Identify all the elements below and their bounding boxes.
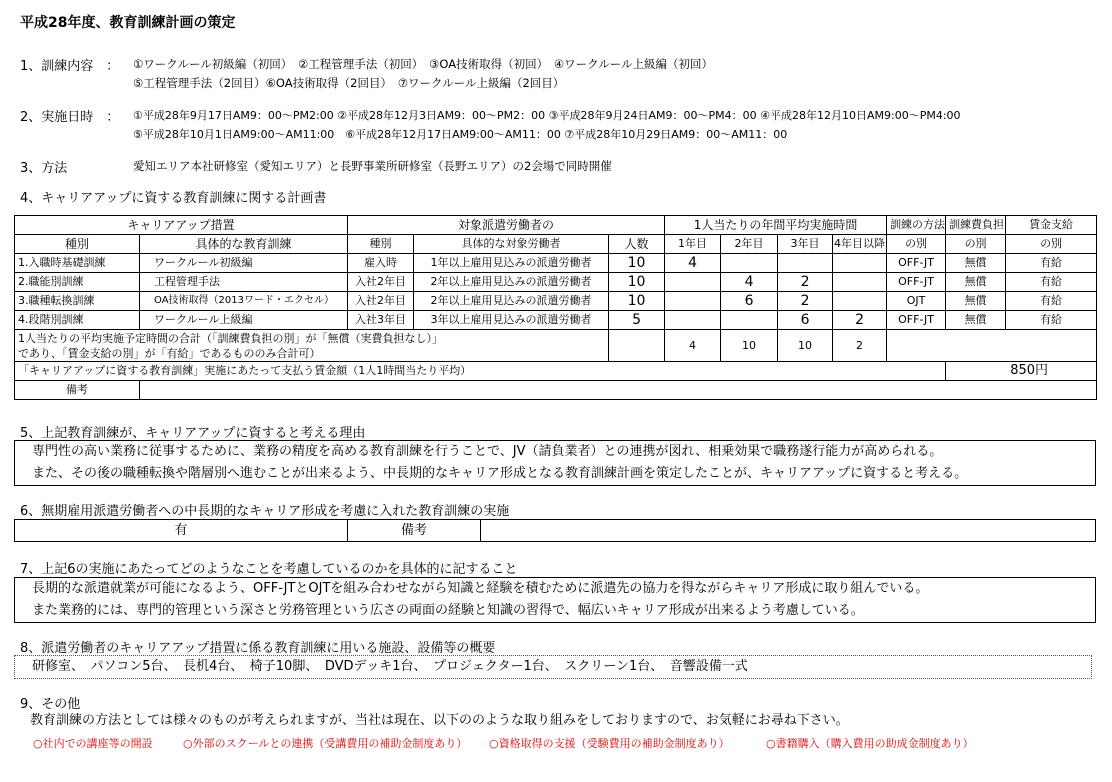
row-pay: 有給 <box>1006 311 1097 330</box>
table-row <box>15 273 1097 292</box>
header-worker-detail: 具体的な対象労働者 <box>414 235 609 254</box>
row-detail: 工程管理手法 <box>140 273 348 292</box>
section2-line2: ⑤平成28年10月1日AM9:00～AM11:00 ⑥平成28年12月17日AM9:00～AM11：00 ⑦平成28年10月29日AM9：00～AM11：00 <box>133 128 788 141</box>
section6-value: 有 <box>15 520 348 541</box>
header-year1: 1年目 <box>665 235 721 254</box>
section3-text: 愛知エリア本社研修室（愛知エリア）と長野事業所研修室（長野エリア）の2会場で同時開催 <box>133 159 612 173</box>
section1-label: 1、訓練内容 ： <box>20 59 120 74</box>
section7-line2: また業務的には、専門的管理という深さと労務管理という広さの両面の経験と知識の習得で、幅広いキャリア形成が出来るよう考慮している。 <box>32 603 864 618</box>
header-career: キャリアアップ措置 <box>15 216 348 235</box>
section6-box <box>14 519 1096 542</box>
section2-label: 2、実施日時 ： <box>20 110 120 125</box>
header-count: 人数 <box>609 235 665 254</box>
table-row <box>15 311 1097 330</box>
total-count-blank <box>609 330 665 362</box>
section7-line1: 長期的な派遣就業が可能になるよう、OFF-JTとOJTを組み合わせながら知識と経験を積むために派遣先の協力を得ながらキャリア形成に取り組んでいる。 <box>32 581 929 596</box>
row-pay: 有給 <box>1006 273 1097 292</box>
row-pay: 有給 <box>1006 254 1097 273</box>
total-year1: 4 <box>665 330 721 362</box>
row-method: OJT <box>887 292 946 311</box>
row-method: OFF-JT <box>887 254 946 273</box>
total-year4: 2 <box>833 330 887 362</box>
total-note-line2: であり、「賃金支給の別」が「有給」であるもののみ合計可） <box>18 347 321 360</box>
row-worker-kind: 入社2年目 <box>348 273 414 292</box>
row-worker-kind: 雇入時 <box>348 254 414 273</box>
remarks-label: 備考 <box>15 381 140 400</box>
row-detail: ワークルール上級編 <box>140 311 348 330</box>
total-note <box>15 330 609 362</box>
row-year3: 6 <box>778 311 833 330</box>
total-year3: 10 <box>778 330 833 362</box>
row-year4 <box>833 292 887 311</box>
header-fee-2: の別 <box>946 235 1006 254</box>
section9-text: 教育訓練の方法としては様々のものが考えられますが、当社は現在、以下ののような取り組みをしておりますので、お気軽にお尋ね下さい。 <box>30 713 849 728</box>
row-year4 <box>833 273 887 292</box>
header-year3: 3年目 <box>778 235 833 254</box>
row-fee: 無償 <box>946 254 1006 273</box>
row-count: 5 <box>609 311 665 330</box>
section4-label: 4、キャリアアップに資する教育訓練に関する計画書 <box>20 191 327 206</box>
section8-label: 8、派遣労働者のキャリアアップ措置に係る教育訓練に用いる施設、設備等の概要 <box>20 641 496 656</box>
remarks-value <box>140 381 1097 400</box>
row-detail: ワークルール初級編 <box>140 254 348 273</box>
row-method: OFF-JT <box>887 273 946 292</box>
row-pay: 有給 <box>1006 292 1097 311</box>
row-count: 10 <box>609 254 665 273</box>
row-worker-detail: 3年以上雇用見込みの派遣労働者 <box>414 311 609 330</box>
total-note-line1: 1人当たりの平均実施予定時間の合計（「訓練費負担の別」が「無償（実費負担なし）」 <box>18 332 443 345</box>
section1-line1: ①ワークルール初級編（初回） ②工程管理手法（初回） ③OA技術取得（初回） ④ワークルール上級編（初回） <box>133 57 714 71</box>
table-row <box>15 292 1097 311</box>
section8-box <box>14 655 1092 679</box>
section9-item: ○社内での講座等の開設 <box>33 737 153 750</box>
section2-line1: ①平成28年9月17日AM9：00～PM2:00 ②平成28年12月3日AM9：00～PM2：00 ③平成28年9月24日AM9：00～PM4：00 ④平成28年12月10日AM9:00～PM4:00 <box>133 109 961 122</box>
header-fee: 訓練費負担 <box>946 216 1006 235</box>
row-year4: 2 <box>833 311 887 330</box>
section9-item: ○資格取得の支援（受験費用の補助金制度あり） <box>489 737 730 750</box>
header-worker-kind: 種別 <box>348 235 414 254</box>
section6-remarks-label: 備考 <box>348 520 481 541</box>
row-worker-kind: 入社3年目 <box>348 311 414 330</box>
row-worker-detail: 1年以上雇用見込みの派遣労働者 <box>414 254 609 273</box>
row-fee: 無償 <box>946 311 1006 330</box>
row-method: OFF-JT <box>887 311 946 330</box>
section8-text: 研修室、 パソコン5台、 長机4台、 椅子10脚、 DVDデッキ1台、 プロジェクター1台、 スクリーン1台、 音響設備一式 <box>32 659 748 674</box>
wage-value: 850円 <box>946 362 1097 381</box>
row-year3: 2 <box>778 292 833 311</box>
section5-line2: また、その後の職種転換や階層別へ進むことが出来るよう、中長期的なキャリア形成となる教育訓練計画を策定したことが、キャリアアップに資すると考える。 <box>32 466 968 481</box>
total-year2: 10 <box>721 330 778 362</box>
row-year2 <box>721 254 778 273</box>
row-worker-detail: 2年以上雇用見込みの派遣労働者 <box>414 273 609 292</box>
training-plan-table <box>14 215 1097 400</box>
row-count: 10 <box>609 292 665 311</box>
remarks-row <box>15 381 1097 400</box>
table-header-row-2 <box>15 235 1097 254</box>
header-method: 訓練の方法 <box>887 216 946 235</box>
row-year3 <box>778 254 833 273</box>
row-year1: 4 <box>665 254 721 273</box>
section9-label: 9、その他 <box>20 697 81 712</box>
wage-row <box>15 362 1097 381</box>
section7-label: 7、上記6の実施にあたってどのようなことを考慮しているのかを具体的に記すること <box>20 562 518 577</box>
section5-line1: 専門性の高い業務に従事するために、業務の精度を高める教育訓練を行うことで、JV（請負業者）との連携が図れ、相乗効果で職務遂行能力が高められる。 <box>32 444 943 459</box>
row-year1 <box>665 292 721 311</box>
row-worker-detail: 2年以上雇用見込みの派遣労働者 <box>414 292 609 311</box>
header-detail: 具体的な教育訓練 <box>140 235 348 254</box>
section9-item: ○外部のスクールとの連携（受講費用の補助金制度あり） <box>183 737 468 750</box>
table-header-row-1 <box>15 216 1097 235</box>
row-kind: 2.職能別訓練 <box>15 273 140 292</box>
row-fee: 無償 <box>946 273 1006 292</box>
header-worker: 対象派遣労働者の <box>348 216 665 235</box>
header-pay-2: の別 <box>1006 235 1097 254</box>
header-year4: 4年目以降 <box>833 235 887 254</box>
row-kind: 4.段階別訓練 <box>15 311 140 330</box>
row-year1 <box>665 311 721 330</box>
header-year2: 2年目 <box>721 235 778 254</box>
row-count: 10 <box>609 273 665 292</box>
row-fee: 無償 <box>946 292 1006 311</box>
row-year2: 6 <box>721 292 778 311</box>
row-worker-kind: 入社2年目 <box>348 292 414 311</box>
section5-box <box>14 440 1096 486</box>
row-year3: 2 <box>778 273 833 292</box>
row-year2 <box>721 311 778 330</box>
total-row <box>15 330 1097 362</box>
row-kind: 3.職種転換訓練 <box>15 292 140 311</box>
section9-item: ○書籍購入（購入費用の助成金制度あり） <box>766 737 974 750</box>
header-method-2: の別 <box>887 235 946 254</box>
row-kind: 1.入職時基礎訓練 <box>15 254 140 273</box>
table-row <box>15 254 1097 273</box>
header-kind: 種別 <box>15 235 140 254</box>
section1-line2: ⑤工程管理手法（2回目）⑥OA技術取得（2回目） ⑦ワークルール上級編（2回目） <box>133 76 565 90</box>
header-hours: 1人当たりの年間平均実施時間 <box>665 216 887 235</box>
page-title: 平成28年度、教育訓練計画の策定 <box>20 15 236 31</box>
row-year1 <box>665 273 721 292</box>
section3-label: 3、方法 <box>20 161 68 176</box>
section6-label: 6、無期雇用派遣労働者への中長期的なキャリア形成を考慮に入れた教育訓練の実施 <box>20 504 510 519</box>
total-blank <box>887 330 1097 362</box>
row-year2: 4 <box>721 273 778 292</box>
wage-label: 「キャリアアップに資する教育訓練」実施にあたって支払う賃金額（1人1時間当たり平均） <box>15 362 946 381</box>
section7-box <box>14 577 1096 623</box>
row-detail: OA技術取得（2013ワード・エクセル） <box>140 292 348 311</box>
row-year4 <box>833 254 887 273</box>
section5-label: 5、上記教育訓練が、キャリアアップに資すると考える理由 <box>20 426 366 441</box>
header-pay: 賃金支給 <box>1006 216 1097 235</box>
